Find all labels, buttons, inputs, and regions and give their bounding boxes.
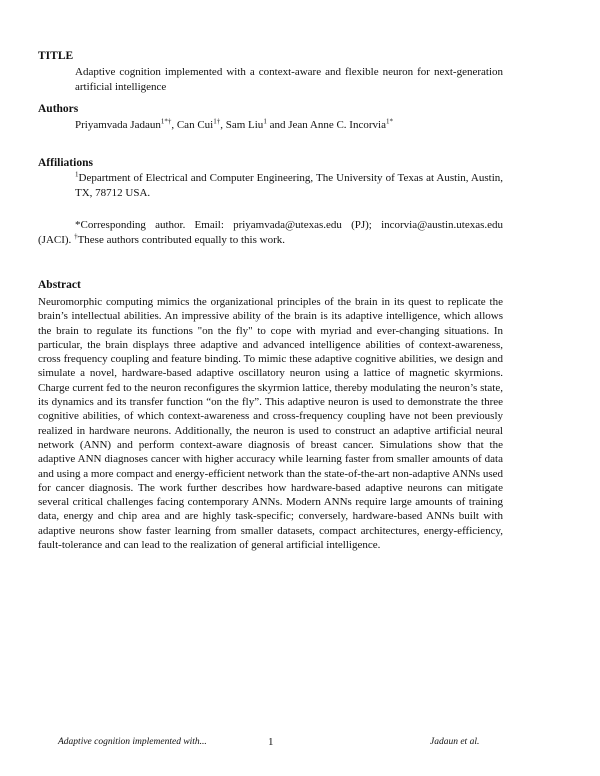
corresponding-author-note [38,218,503,247]
equal-contribution-mark: † [74,231,78,240]
author-marks: 1† [213,117,221,126]
abstract-text: Neuromorphic computing mimics the organizational principles of the brain in its quest to replicate the brain’s intellectual abilities. An impressive ability of the brain is its adaptive intelligence, which allows the brain to regulate its functions "on the fly" to cope with myriad and ever-changing situations. In particular, the brain displays three adaptive and advanced intelligence abilities of context-awareness, cross frequency coupling and feature binding. To mimic these adaptive cognitive abilities, we design and simulate a novel, hardware-based adaptive oscillatory neuron using a lattice of magnetic skyrmions. Charge current fed to the neuron reconfigures the skyrmion lattice, thereby modulating the neuron’s state, its dynamics and its transfer function “on the fly”. This adaptive neuron is used to demonstrate the three cognitive abilities, of which context-awareness and cross-frequency coupling have not been previously realized in hardware neurons. Additionally, the neuron is used to construct an adaptive artificial neural network (ANN) and perform context-aware diagnosis of breast cancer. Simulations show that the adaptive ANN diagnoses cancer with higher accuracy while learning faster from smaller amounts of data and using a more compact and energy-efficient network than the state-of-the-art non-adaptive ANNs used for cancer diagnosis. The work further describes how hardware-based adaptive neurons can mitigate several critical challenges facing contemporary ANNs. Modern ANNs require large amounts of training data, energy and chip area and are highly task-specific; conversely, hardware-based ANNs built with adaptive neurons show faster learning from smaller datasets, compact architectures, energy-efficiency, fault-tolerance and can lead to the realization of general artificial intelligence. [38,296,503,552]
author-marks: 1 [263,117,267,126]
footer-authors: Jadaun et al. [430,737,480,747]
author-list [75,118,503,133]
affiliation-body: Department of Electrical and Computer Engineering, The University of Texas at Austin, Austin, TX, 78712 USA. [75,172,503,199]
abstract-heading: Abstract [38,279,81,291]
affiliations-heading: Affiliations [38,157,93,169]
author-name: Sam Liu [225,119,264,131]
page-number: 1 [268,736,274,748]
author-marks: 1* [385,117,393,126]
author-separator: , [171,119,177,131]
author-separator: , [220,119,226,131]
author-name: Jean Anne C. Incorvia [288,119,386,131]
corresponding-text: *Corresponding author. Email: priyamvada@utexas.edu (PJ); incorvia@austin.utexas.edu (JACI). [38,219,503,246]
paper-title: Adaptive cognition implemented with a context-aware and flexible neuron for next-generation artificial intelligence [75,66,503,93]
author-separator: and [266,119,289,131]
affiliation-mark: 1 [75,170,79,179]
author-name: Can Cui [176,119,214,131]
equal-contribution-text: These authors contributed equally to this work. [77,233,285,246]
title-heading: TITLE [38,50,74,62]
affiliation-text [75,171,503,200]
author-marks: 1*† [160,117,172,126]
footer-running-title: Adaptive cognition implemented with... [58,737,207,747]
author-name: Priyamvada Jadaun [75,119,161,131]
authors-heading: Authors [38,103,79,115]
